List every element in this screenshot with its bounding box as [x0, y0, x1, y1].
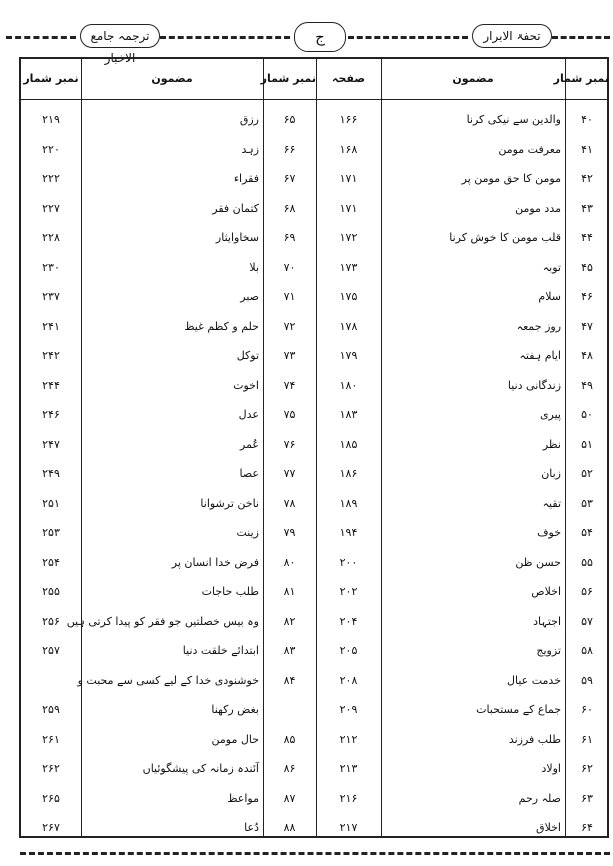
right-serial-number: ۵۹ — [581, 673, 593, 687]
left-serial-number: ۷۲ — [283, 319, 296, 333]
left-page-number: ۲۲۸ — [42, 231, 60, 244]
table-row — [21, 341, 607, 371]
right-serial-number: ۵۷ — [581, 614, 593, 628]
left-serial-number: ۷۳ — [283, 349, 296, 362]
right-topic: تقیہ — [542, 496, 561, 510]
right-serial-number: ۵۰ — [581, 408, 593, 421]
left-page-number — [21, 666, 81, 696]
right-page-number: ۱۸۵ — [339, 437, 358, 451]
left-serial-number: ۷۹ — [283, 526, 296, 539]
right-serial-number: ۵۵ — [581, 555, 593, 569]
right-serial-number: ۴۵ — [581, 260, 593, 274]
right-page-number: ۱۷۳ — [339, 260, 358, 274]
table-row — [21, 548, 607, 578]
left-serial-number: ۸۶ — [283, 762, 296, 775]
left-topic: صبر — [240, 290, 259, 303]
table-row — [21, 666, 607, 696]
right-serial-number: ۴۲ — [581, 172, 593, 185]
right-serial-number: ۶۳ — [581, 791, 593, 805]
right-serial-number: ۴۱ — [581, 142, 593, 156]
page-header — [0, 0, 613, 65]
left-topic: فرض خدا انسان پر — [171, 555, 259, 569]
right-page-number: ۱۷۱ — [339, 201, 358, 215]
left-serial-number: ۶۷ — [283, 172, 296, 185]
left-topic: توکل — [236, 349, 259, 362]
col-header-page-left: نمبر شمار — [23, 72, 79, 85]
table-row — [21, 430, 607, 460]
left-serial-number: ۶۶ — [283, 142, 296, 156]
right-page-number: ۱۶۸ — [339, 142, 358, 156]
right-topic: طلب فرزند — [508, 732, 561, 746]
footer-rule — [20, 852, 610, 855]
right-page-number: ۱۷۲ — [339, 231, 358, 244]
right-topic: نظر — [542, 437, 561, 451]
table-row — [21, 813, 607, 843]
right-page-number: ۱۸۳ — [339, 408, 358, 421]
left-serial-number: ۸۵ — [283, 732, 296, 746]
left-serial-number: ۷۷ — [283, 467, 296, 480]
left-topic: اخوت — [233, 378, 259, 392]
left-topic: زینت — [236, 526, 259, 539]
table-row — [21, 164, 607, 194]
left-page-number: ۲۴۱ — [42, 319, 60, 333]
right-page-number: ۲۱۲ — [339, 732, 358, 746]
header-rule-mid-right — [348, 36, 468, 39]
header-left-title: ترجمہ جامع الاخبار — [80, 24, 160, 48]
table-row — [21, 400, 607, 430]
right-serial-number: ۴۳ — [581, 201, 593, 215]
left-topic: عُمر — [240, 437, 259, 451]
left-topic: حال مومن — [211, 732, 259, 746]
header-rule-right — [552, 36, 610, 39]
left-topic: آئندہ زمانہ کی پیشگوئیاں — [142, 762, 259, 775]
col-header-topic-left: مضمون — [151, 72, 193, 85]
left-serial-number: ۸۱ — [283, 585, 296, 598]
left-serial-number: ۷۵ — [283, 408, 296, 421]
table-row — [21, 253, 607, 283]
right-topic: اخلاق — [536, 821, 561, 834]
table-row — [21, 105, 607, 135]
right-topic: سلام — [538, 290, 561, 303]
left-topic: رزق — [239, 113, 259, 126]
right-topic: تزویج — [536, 644, 561, 657]
table-row — [21, 489, 607, 519]
right-serial-number: ۶۰ — [581, 703, 593, 716]
left-page-number: ۲۵۵ — [42, 585, 60, 598]
right-topic: اجتہاد — [533, 614, 561, 628]
right-topic: مومن کا حق مومن پر — [461, 172, 561, 185]
left-page-number: ۲۵۷ — [42, 644, 60, 657]
left-page-number: ۲۲۰ — [42, 142, 60, 156]
left-page-number: ۲۵۶ — [42, 614, 60, 628]
left-serial-number: ۷۴ — [283, 378, 296, 392]
left-topic: دُعا — [244, 821, 259, 834]
right-page-number: ۲۱۶ — [339, 791, 358, 805]
right-topic: قلب مومن کا خوش کرنا — [449, 231, 561, 244]
right-topic: جماع کے مستحبات — [476, 703, 561, 716]
table-row — [21, 194, 607, 224]
header-rule-left — [6, 36, 76, 39]
right-page-number: ۱۸۹ — [339, 496, 358, 510]
right-serial-number: ۶۲ — [581, 762, 593, 775]
col-header-serial-left: نمبر شمار — [260, 72, 316, 85]
right-topic: روز جمعہ — [516, 319, 561, 333]
col-header-page-right: صفحہ — [332, 72, 365, 85]
left-topic: بلا — [249, 260, 259, 274]
right-page-number: ۲۱۷ — [339, 821, 358, 834]
table-row — [21, 371, 607, 401]
left-serial-number: ۶۸ — [283, 201, 296, 215]
left-page-number: ۲۶۲ — [42, 762, 60, 775]
left-serial-number: ۸۴ — [283, 673, 296, 687]
right-page-number: ۲۰۴ — [339, 614, 358, 628]
left-page-number: ۲۲۷ — [42, 201, 60, 215]
left-topic: زہد — [241, 142, 259, 156]
right-page-number: ۲۰۰ — [339, 555, 358, 569]
right-page-number: ۲۰۵ — [339, 644, 358, 657]
left-page-number: ۲۶۵ — [42, 791, 60, 805]
right-serial-number: ۵۸ — [581, 644, 593, 657]
right-topic: زندگانی دنیا — [507, 378, 561, 392]
left-page-number: ۲۴۹ — [42, 467, 60, 480]
table-row — [21, 459, 607, 489]
header-row-divider — [21, 99, 607, 100]
right-topic: پیری — [539, 408, 561, 421]
right-page-number: ۱۸۶ — [339, 467, 358, 480]
right-page-number: ۱۷۵ — [339, 290, 358, 303]
header-right-title: تحفۃ الابرار — [472, 24, 552, 48]
left-page-number: ۲۵۱ — [42, 496, 60, 510]
page-letter: ج — [294, 22, 346, 52]
col-header-topic-right: مضمون — [452, 72, 494, 85]
table-row — [21, 754, 607, 784]
right-serial-number: ۵۲ — [581, 467, 593, 480]
right-topic: صلہ رحم — [518, 791, 561, 805]
right-page-number: ۱۷۹ — [339, 349, 358, 362]
left-topic: ناخن ترشوانا — [200, 496, 259, 510]
table-row — [21, 607, 607, 637]
right-topic: والدین سے نیکی کرنا — [466, 113, 561, 126]
left-topic: عدل — [238, 408, 259, 421]
left-serial-number: ۸۳ — [283, 644, 296, 657]
left-serial-number: ۷۶ — [283, 437, 296, 451]
right-serial-number: ۴۴ — [581, 231, 593, 244]
table-row — [21, 784, 607, 814]
left-serial-number: ۶۵ — [283, 113, 296, 126]
table-row — [21, 518, 607, 548]
left-topic: عصا — [239, 467, 259, 480]
left-serial-number: ۷۱ — [283, 290, 296, 303]
table-row — [21, 695, 607, 725]
left-page-number: ۲۴۷ — [42, 437, 60, 451]
left-serial-number: ۸۷ — [283, 791, 296, 805]
right-serial-number: ۵۴ — [581, 526, 593, 539]
right-page-number: ۲۰۸ — [339, 673, 358, 687]
right-topic: خوف — [537, 526, 561, 539]
left-serial-number: ۷۸ — [283, 496, 296, 510]
left-serial-number: ۸۲ — [283, 614, 296, 628]
table-row — [21, 577, 607, 607]
left-topic: مواعظ — [227, 791, 259, 805]
table-row — [21, 636, 607, 666]
left-page-number: ۲۳۷ — [42, 290, 60, 303]
left-topic: ابتدائے خلقت دنیا — [182, 644, 259, 657]
left-topic: بغض رکھنا — [211, 703, 259, 716]
left-topic: فقراء — [233, 172, 259, 185]
right-serial-number: ۴۹ — [581, 378, 593, 392]
left-page-number: ۲۲۲ — [42, 172, 60, 185]
col-header-serial-right: نمبر شمار — [553, 72, 609, 85]
right-serial-number: ۵۶ — [581, 585, 593, 598]
right-topic: خدمت عیال — [507, 673, 561, 687]
right-serial-number: ۶۱ — [581, 732, 593, 746]
table-row — [21, 725, 607, 755]
table-row — [21, 282, 607, 312]
left-topic: کتمان فقر — [212, 201, 259, 215]
left-page-number: ۲۴۶ — [42, 408, 60, 421]
right-serial-number: ۴۶ — [581, 290, 593, 303]
right-serial-number: ۵۳ — [581, 496, 593, 510]
right-topic: اخلاص — [531, 585, 561, 598]
right-topic: زبان — [541, 467, 561, 480]
left-page-number: ۲۱۹ — [42, 113, 60, 126]
left-topic: حلم و کظم غیظ — [184, 319, 259, 333]
left-serial-number: ۶۹ — [283, 231, 296, 244]
left-topic: خوشنودی خدا کے لیے کسی سے محبت و — [77, 673, 259, 687]
contents-table — [19, 57, 609, 838]
left-serial-number — [263, 695, 316, 725]
right-serial-number: ۴۸ — [581, 349, 593, 362]
left-page-number: ۲۳۰ — [42, 260, 60, 274]
left-page-number: ۲۴۲ — [42, 349, 60, 362]
left-page-number: ۲۵۴ — [42, 555, 60, 569]
left-topic: وہ بیس خصلتیں جو فقر کو پیدا کرتی ہیں — [66, 614, 259, 628]
right-topic: مدد مومن — [515, 201, 561, 215]
right-page-number: ۲۰۲ — [339, 585, 358, 598]
right-serial-number: ۵۱ — [581, 437, 593, 451]
left-page-number: ۲۶۷ — [42, 821, 60, 834]
table-row — [21, 135, 607, 165]
right-page-number: ۱۹۴ — [339, 526, 358, 539]
right-page-number: ۲۱۳ — [339, 762, 358, 775]
right-page-number: ۲۰۹ — [339, 703, 358, 716]
left-topic: سخاوایثار — [215, 231, 259, 244]
right-page-number: ۱۶۶ — [339, 113, 358, 126]
right-page-number: ۱۷۱ — [339, 172, 358, 185]
left-topic: طلب حاجات — [201, 585, 259, 598]
right-serial-number: ۴۷ — [581, 319, 593, 333]
right-page-number: ۱۷۸ — [339, 319, 358, 333]
left-page-number: ۲۶۱ — [42, 732, 60, 746]
left-page-number: ۲۵۹ — [42, 703, 60, 716]
left-page-number: ۲۵۳ — [42, 526, 60, 539]
right-topic: توبہ — [542, 260, 561, 274]
right-topic: معرفت مومن — [498, 142, 561, 156]
right-serial-number: ۶۴ — [581, 821, 593, 834]
left-serial-number: ۷۰ — [283, 260, 296, 274]
table-row — [21, 223, 607, 253]
left-page-number: ۲۴۴ — [42, 378, 60, 392]
right-page-number: ۱۸۰ — [339, 378, 358, 392]
table-row — [21, 312, 607, 342]
header-rule-mid-left — [160, 36, 290, 39]
right-topic: حسن ظن — [515, 555, 561, 569]
right-topic: اولاد — [541, 762, 561, 775]
left-serial-number: ۸۰ — [283, 555, 296, 569]
left-serial-number: ۸۸ — [283, 821, 296, 834]
right-serial-number: ۴۰ — [581, 113, 593, 126]
right-topic: ایام ہفتہ — [519, 349, 561, 362]
